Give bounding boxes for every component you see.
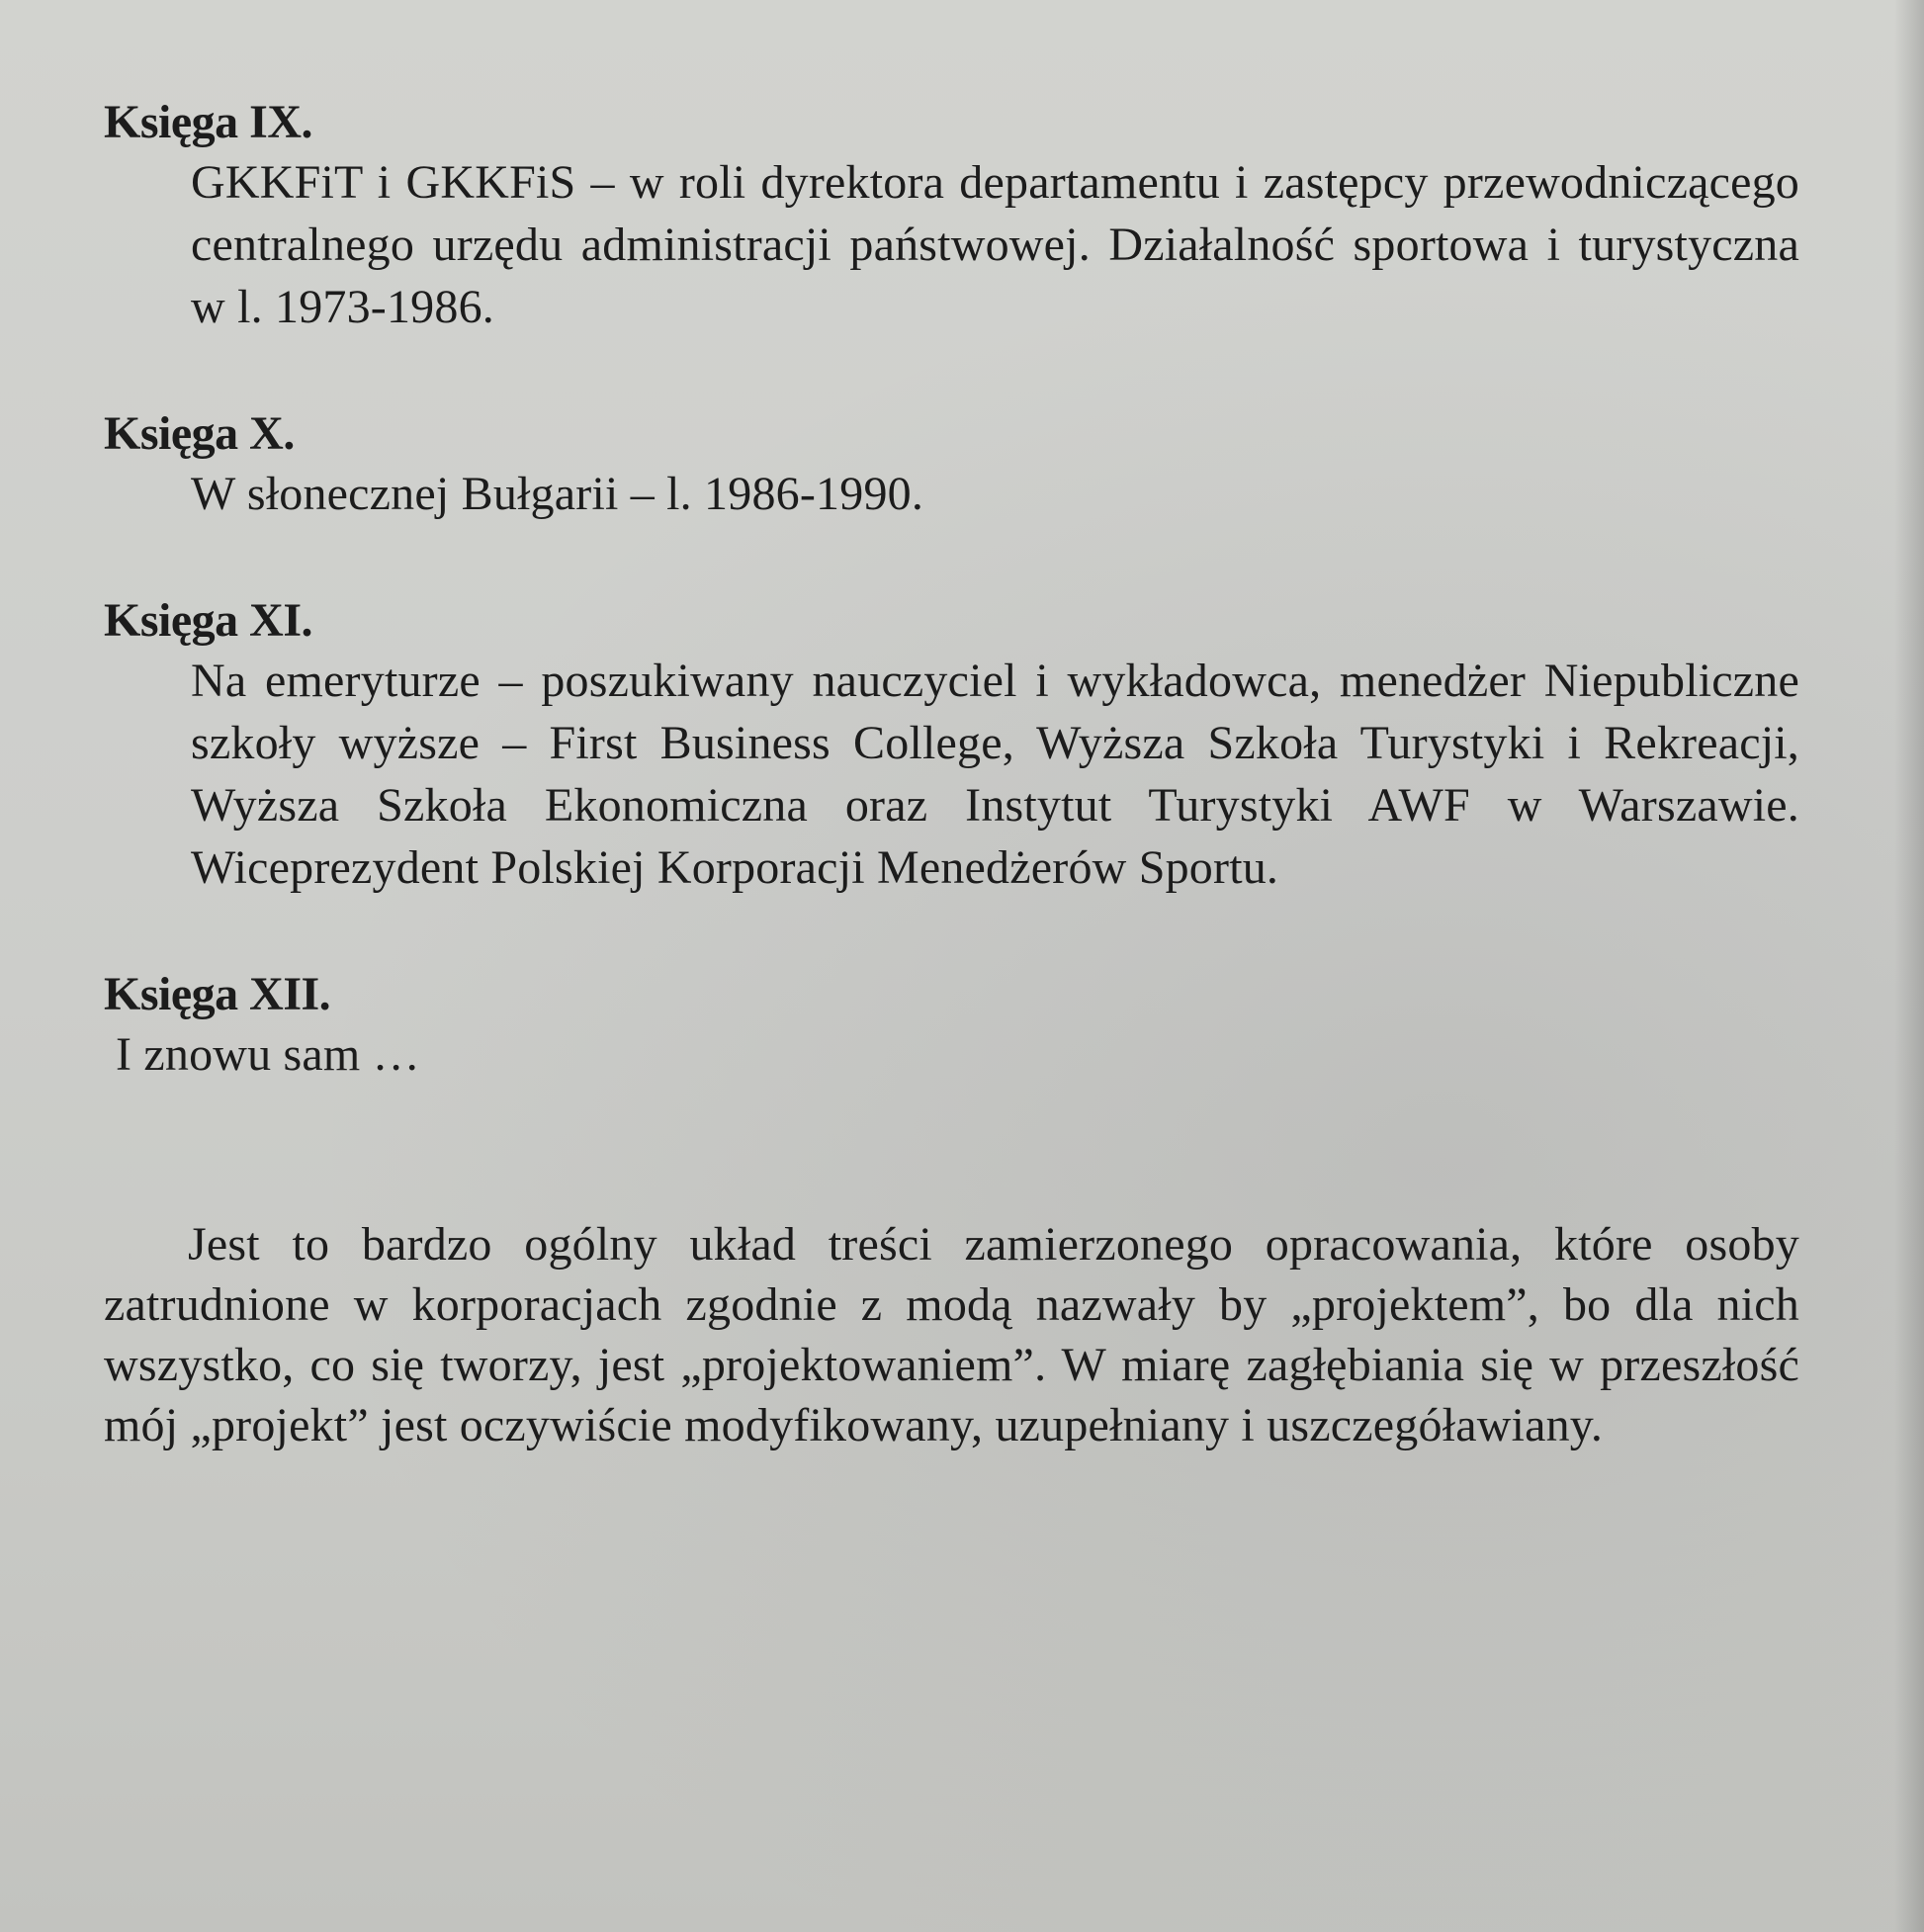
chapter-9 <box>104 94 1799 338</box>
page-content <box>104 94 1799 1503</box>
chapter-11 <box>104 592 1799 899</box>
chapter-10 <box>104 405 1799 525</box>
chapter-description: Na emeryturze – poszukiwany nauczyciel i wykładowca, menedżer Niepubliczne szkoły wyższe – First Business College, Wyższa Szkoła Turystyki i Rekreacji, Wyższa Szkoła Ekonomiczna oraz Instytut Turystyki AWF w Warszawie. Wiceprezydent Polskiej Korporacji Menedżerów Sportu. <box>191 655 1799 894</box>
chapter-title: Księga XII. <box>104 968 331 1020</box>
chapter-description: GKKFiT i GKKFiS – w roli dyrektora departamentu i zastępcy przewodniczącego centralnego urzędu administracji państwowej. Działalność sportowa i turystyczna w l. 1973-1986. <box>191 156 1799 333</box>
chapter-12 <box>104 966 1799 1086</box>
chapter-description: I znowu sam … <box>116 1028 420 1081</box>
chapter-description: W słonecznej Bułgarii – l. 1986-1990. <box>191 468 924 520</box>
closing-paragraph: Jest to bardzo ogólny układ treści zamierzonego opracowania, które osoby zatrudnione w korporacjach zgodnie z modą nazwały by „projektem”, bo dla nich wszystko, co się tworzy, jest „projektowaniem”. W miarę zagłębiania się w przeszłość mój „projekt” jest oczywiście modyfikowany, uzupełniany i uszczegóławiany. <box>104 1218 1799 1451</box>
chapter-title: Księga XI. <box>104 594 312 647</box>
chapter-title: Księga X. <box>104 407 295 460</box>
page-edge-shadow <box>1894 0 1924 1932</box>
chapter-title: Księga IX. <box>104 96 312 148</box>
